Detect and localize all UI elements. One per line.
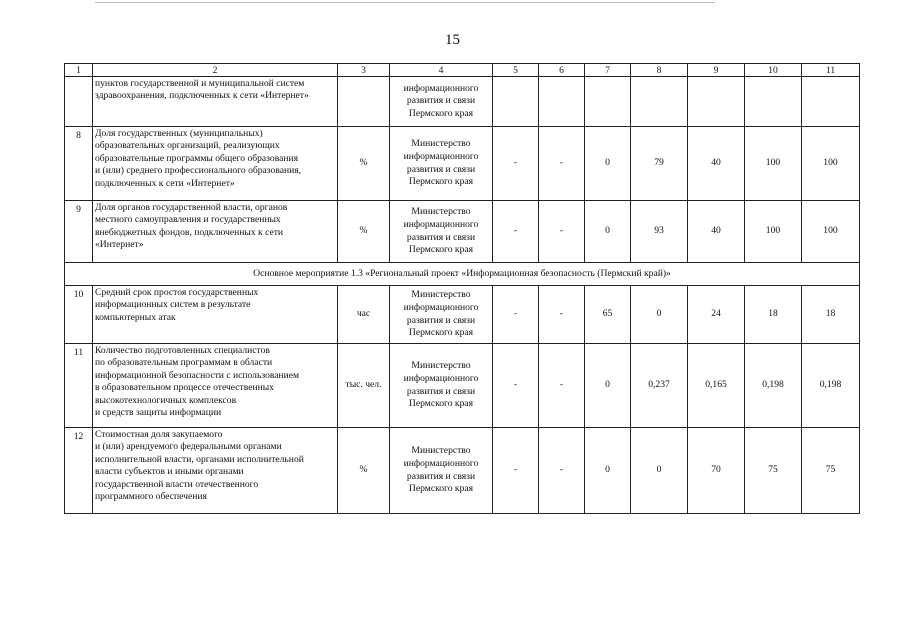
ministry-line: развития и связи (406, 231, 476, 243)
responsible-ministry (390, 344, 493, 428)
ministry-line: информационного (403, 372, 479, 384)
indicator-name-line: и (или) среднего профессионального образования, (95, 165, 302, 177)
value-cell-5 (493, 77, 539, 127)
value-cell-9: 70 (688, 428, 745, 514)
ministry-line: Пермского края (408, 176, 474, 188)
value-cell-9 (688, 77, 745, 127)
ministry-line: Пермского края (408, 483, 474, 495)
ministry-line: информационного (403, 218, 479, 230)
value-cell-9: 0,165 (688, 344, 745, 428)
value-cell-11: 18 (802, 286, 860, 344)
value-cell-10: 100 (745, 127, 802, 201)
responsible-ministry (390, 77, 493, 127)
value-cell-8: 79 (631, 127, 688, 201)
column-number: 1 (65, 64, 93, 77)
indicator-name-line: здравоохранения, подключенных к сети «Интернет» (95, 90, 309, 102)
section-row (65, 263, 860, 286)
value-cell-8: 0,237 (631, 344, 688, 428)
ministry-line: Пермского края (408, 244, 474, 256)
column-number: 5 (493, 64, 539, 77)
unit-of-measure: % (338, 201, 390, 263)
column-number: 9 (688, 64, 745, 77)
column-number: 6 (539, 64, 585, 77)
row-number: 8 (65, 127, 93, 201)
row-number: 11 (65, 344, 93, 428)
ministry-line: Пермского края (408, 327, 474, 339)
indicator-name (93, 428, 338, 514)
row-number: 10 (65, 286, 93, 344)
indicator-name-line: и средств защиты информации (95, 407, 222, 419)
unit-of-measure (338, 77, 390, 127)
indicator-name-line: «Интернет» (95, 239, 144, 251)
value-cell-7: 65 (585, 286, 631, 344)
value-cell-10 (745, 77, 802, 127)
value-cell-8 (631, 77, 688, 127)
indicators-table (64, 63, 860, 514)
indicator-name-line: компьютерных атак (95, 311, 176, 323)
value-cell-7: 0 (585, 127, 631, 201)
ministry-line: Министерство (411, 445, 471, 457)
unit-of-measure: % (338, 127, 390, 201)
column-number: 8 (631, 64, 688, 77)
value-cell-7: 0 (585, 344, 631, 428)
indicator-name-line: внебюджетных фондов, подключенных к сети (95, 226, 284, 238)
value-cell-8: 0 (631, 286, 688, 344)
indicator-name (93, 344, 338, 428)
unit-of-measure: % (338, 428, 390, 514)
table-row (65, 344, 860, 428)
indicator-name-line: Количество подготовленных специалистов (95, 345, 270, 356)
ministry-line: Министерство (411, 360, 471, 372)
value-cell-11: 100 (802, 127, 860, 201)
ministry-line: Пермского края (408, 398, 474, 410)
value-cell-9: 24 (688, 286, 745, 344)
value-cell-5: - (493, 344, 539, 428)
table-row (65, 201, 860, 263)
indicator-name-line: образовательные программы общего образования (95, 152, 299, 164)
value-cell-10: 18 (745, 286, 802, 344)
indicator-name-line: местного самоуправления и государственных (95, 214, 281, 226)
indicator-name-line: и (или) арендуемого федеральными органами (95, 441, 282, 453)
indicator-name-line: исполнительной власти, органами исполнительной (95, 453, 304, 465)
column-number-row (65, 64, 860, 77)
indicator-name-line: программного обеспечения (95, 491, 207, 503)
responsible-ministry (390, 428, 493, 514)
value-cell-10: 0,198 (745, 344, 802, 428)
row-number: 9 (65, 201, 93, 263)
value-cell-7 (585, 77, 631, 127)
indicator-name (93, 201, 338, 263)
indicator-name-line: власти субъектов и иными органами (95, 466, 244, 478)
page-number: 15 (445, 32, 460, 48)
section-title: Основное мероприятие 1.3 «Региональный проект «Информационная безопасность (Пермский край)» (65, 263, 860, 286)
value-cell-5: - (493, 127, 539, 201)
indicator-name-line: по образовательным программам в области (95, 357, 273, 369)
value-cell-10: 100 (745, 201, 802, 263)
indicator-name (93, 286, 338, 344)
table-row (65, 127, 860, 201)
table-row (65, 286, 860, 344)
value-cell-5: - (493, 286, 539, 344)
ministry-line: развития и связи (406, 163, 476, 175)
indicator-name-line: информационной безопасности с использованием (95, 369, 300, 381)
scan-top-rule (95, 2, 715, 3)
value-cell-11: 0,198 (802, 344, 860, 428)
ministry-line: развития и связи (406, 470, 476, 482)
indicator-name-line: Доля государственных (муниципальных) (95, 128, 263, 139)
value-cell-11: 100 (802, 201, 860, 263)
column-number: 2 (93, 64, 338, 77)
row-number (65, 77, 93, 127)
indicator-name-line: информационных систем в результате (95, 299, 251, 311)
indicator-name-line: высокотехнологичных комплексов (95, 394, 237, 406)
indicator-name-line: Доля органов государственной власти, органов (95, 202, 288, 213)
value-cell-8: 93 (631, 201, 688, 263)
table-row (65, 428, 860, 514)
indicator-name-line: образовательных организаций, реализующих (95, 140, 280, 152)
value-cell-5: - (493, 428, 539, 514)
ministry-line: Министерство (411, 289, 471, 301)
indicator-name-line: государственной власти отечественного (95, 478, 259, 490)
ministry-line: информационного (403, 82, 479, 94)
unit-of-measure: тыс. чел. (338, 344, 390, 428)
indicator-name-line: подключенных к сети «Интернет» (95, 177, 235, 189)
ministry-line: развития и связи (406, 385, 476, 397)
value-cell-5: - (493, 201, 539, 263)
responsible-ministry (390, 201, 493, 263)
responsible-ministry (390, 127, 493, 201)
value-cell-7: 0 (585, 428, 631, 514)
responsible-ministry (390, 286, 493, 344)
value-cell-6: - (539, 201, 585, 263)
value-cell-9: 40 (688, 127, 745, 201)
ministry-line: информационного (403, 301, 479, 313)
indicator-name-line: пунктов государственной и муниципальной систем (95, 78, 305, 89)
value-cell-8: 0 (631, 428, 688, 514)
value-cell-7: 0 (585, 201, 631, 263)
indicator-name-line: Стоимостная доля закупаемого (95, 429, 223, 440)
indicator-name (93, 77, 338, 127)
value-cell-11: 75 (802, 428, 860, 514)
value-cell-11 (802, 77, 860, 127)
column-number: 11 (802, 64, 860, 77)
ministry-line: Министерство (411, 138, 471, 150)
table-row (65, 77, 860, 127)
ministry-line: развития и связи (406, 95, 476, 107)
indicator-name-line: в образовательном процессе отечественных (95, 382, 274, 394)
value-cell-6: - (539, 344, 585, 428)
unit-of-measure: час (338, 286, 390, 344)
value-cell-6: - (539, 127, 585, 201)
ministry-line: информационного (403, 457, 479, 469)
ministry-line: информационного (403, 150, 479, 162)
row-number: 12 (65, 428, 93, 514)
table-body (65, 64, 860, 514)
value-cell-10: 75 (745, 428, 802, 514)
ministry-line: развития и связи (406, 314, 476, 326)
column-number: 10 (745, 64, 802, 77)
indicator-name-line: Средний срок простоя государственных (95, 287, 259, 298)
ministry-line: Министерство (411, 206, 471, 218)
value-cell-9: 40 (688, 201, 745, 263)
value-cell-6: - (539, 286, 585, 344)
ministry-line: Пермского края (408, 107, 474, 119)
column-number: 3 (338, 64, 390, 77)
column-number: 7 (585, 64, 631, 77)
value-cell-6 (539, 77, 585, 127)
value-cell-6: - (539, 428, 585, 514)
indicator-name (93, 127, 338, 201)
column-number: 4 (390, 64, 493, 77)
